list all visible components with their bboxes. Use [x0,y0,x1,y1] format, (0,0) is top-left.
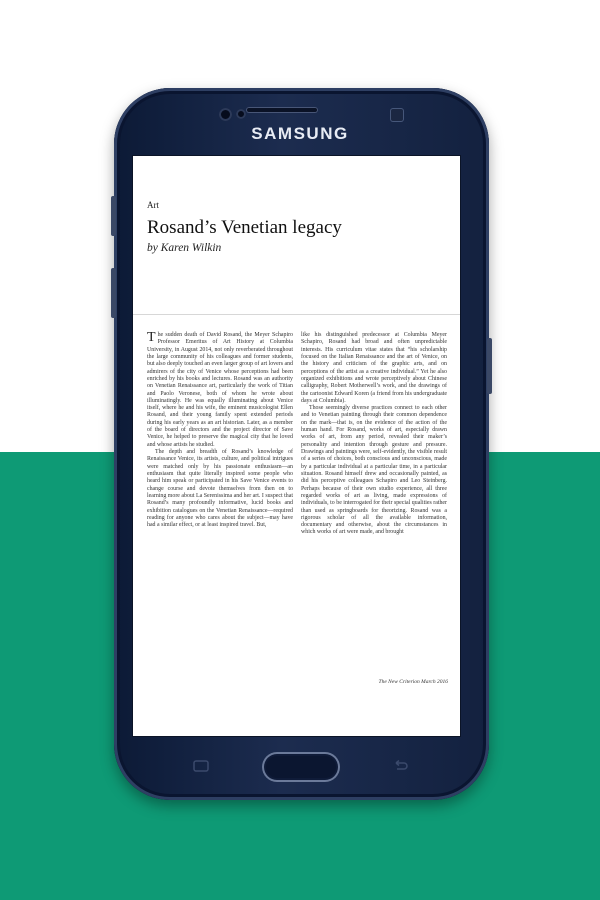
power-button [487,338,492,394]
iris-sensor-icon [390,108,404,122]
volume-up-button [111,196,116,236]
paragraph-text: he sudden death of David Rosand, the Meyer Schapiro Professor Emeritus of Art History at Columbia University, in August 2014, not only reverberated throughout the large community of his colleagues and former students, but also deeply touched an even larger group of art lovers and admirers of the city of Venice whose perceptions had been enriched by his books and lectures. Rosand was an authority on Venetian Renaissance art, particularly the work of Titian and Paolo Veronese, both of whom he wrote about illuminatingly. He was equally illuminating about Venice itself, where he and his wife, the eminent musicologist Ellen Rosand, and their young family spent extended periods during his early years as an art historian. Later, as a member of the board of directors and the project director of Save Venice, he helped to preserve the magical city that he loved and whose artists he studied. [147,332,293,448]
earpiece-speaker [246,107,318,113]
front-camera-icon [219,108,232,121]
brand-logo: SAMSUNG [251,124,349,143]
phone-screen[interactable] [133,156,460,736]
back-icon[interactable] [392,760,408,775]
proximity-sensor-icon [236,109,246,119]
recent-apps-icon[interactable] [193,760,209,775]
article-section-label: Art [147,200,159,210]
article-paragraph: The depth and breadth of Rosand’s knowledge of Renaissance Venice, its artists, culture, and political intrigues were matched only by his passionate enthusiasm—an enthusiasm that quite literally inspired some people who heard him speak or participated in his Save Venice events to change course and devote themselves from then on to learning more about La Serenissima and her art. I suspect that Rosand’s many profoundly informative, lucid books and exhibition catalogues on the Venetian Renaissance—required reading for anyone who cares about the subject—may have had a similar effect, or at least inspired travel. But, [147,449,293,529]
article-byline: by Karen Wilkin [147,242,222,254]
article-paragraph: Those seemingly diverse practices connect to each other and to Venetian painting through their common dependence on the mark—that is, on the evidence of the action of the human hand. For Rosand, works of art, especially drawn works of art, from any period, revealed their maker’s personality and intention through gesture and pressure. Drawings and paintings were, self-evidently, the visible result of a series of choices, both conscious and unconscious, made by a particular individual at a particular time, in a particular situation. Rosand himself drew and occasionally painted, as did his perceptive colleagues Schapiro and Leo Steinberg. Perhaps because of their own studio experience, all three regarded works of art as living, made expressions of individuals, to be interrogated for their special qualities rather than used as springboards for theorizing. Rosand was a rigorous scholar of all the available information, documentary and otherwise, about the circumstances in which works of art were made, and brought [301,405,447,536]
article-paragraph: like his distinguished predecessor at Columbia Meyer Schapiro, Rosand had broad and often unpredictable interests. His curriculum vitae states that “his scholarship focused on the Italian Renaissance and the art of Venice, on the history and criticism of the graphic arts, and on perceptions of the artist as a creative individual.” Yet he also organized exhibitions and wrote perceptively about Chinese calligraphy, Robert Motherwell’s work, and the drawings of the cartoonist Edward Koren (a friend from his undergraduate days at Columbia). [301,332,447,404]
article-title: Rosand’s Venetian legacy [147,217,342,238]
article-column-left [147,332,293,529]
article-column-right [301,332,447,537]
home-button[interactable] [262,752,340,782]
article-source-footer: The New Criterion March 2016 [378,679,448,685]
volume-down-button [111,268,116,318]
drop-cap: T [147,330,156,345]
header-divider [133,314,460,315]
article-paragraph [147,332,293,449]
